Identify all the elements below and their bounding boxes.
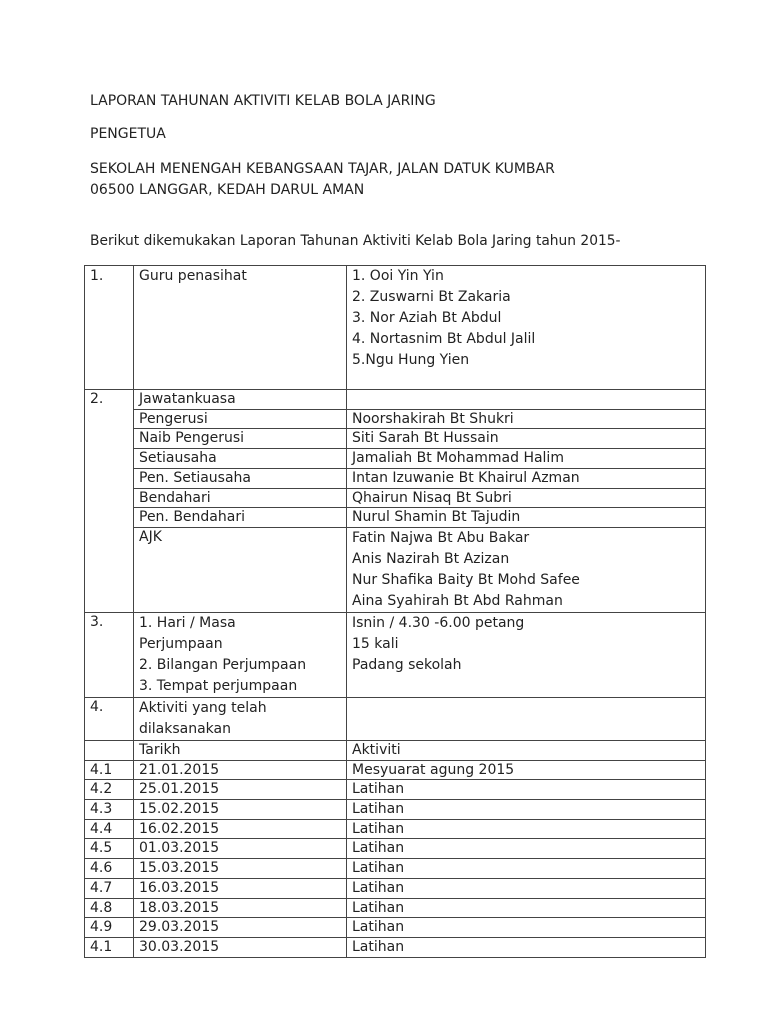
addressee: PENGETUA bbox=[90, 126, 166, 142]
activity-name: Latihan bbox=[347, 898, 706, 918]
section-label: Jawatankuasa bbox=[134, 390, 347, 410]
list-item: 5.Ngu Hung Yien bbox=[352, 352, 470, 368]
section-number: 2. bbox=[85, 390, 134, 613]
activity-name: Latihan bbox=[347, 918, 706, 938]
activity-date: 15.03.2015 bbox=[134, 859, 347, 879]
activity-date: 16.02.2015 bbox=[134, 819, 347, 839]
table-row bbox=[85, 449, 706, 469]
school-address-line-2: 06500 LANGGAR, KEDAH DARUL AMAN bbox=[90, 182, 365, 198]
activity-date: 15.02.2015 bbox=[134, 800, 347, 820]
table-row bbox=[85, 937, 706, 957]
table-row bbox=[85, 429, 706, 449]
school-address-line-1: SEKOLAH MENENGAH KEBANGSAAN TAJAR, JALAN DATUK KUMBAR bbox=[90, 161, 555, 177]
row-number: 4.1 bbox=[85, 937, 134, 957]
row-number: 4.2 bbox=[85, 780, 134, 800]
column-header-activity: Aktiviti bbox=[347, 740, 706, 760]
meeting-label: 1. Hari / Masa bbox=[139, 614, 236, 631]
activity-name: Latihan bbox=[347, 937, 706, 957]
activity-date: 21.01.2015 bbox=[134, 760, 347, 780]
list-item: 3. Nor Aziah Bt Abdul bbox=[352, 310, 502, 326]
table-row bbox=[85, 697, 706, 740]
meeting-values bbox=[347, 612, 706, 697]
committee-role: Pen. Setiausaha bbox=[134, 468, 347, 488]
table-row bbox=[85, 740, 706, 760]
table-row bbox=[85, 760, 706, 780]
section-label: Guru penasihat bbox=[134, 266, 347, 390]
table-row bbox=[85, 390, 706, 410]
row-number: 4.4 bbox=[85, 819, 134, 839]
activity-name: Latihan bbox=[347, 800, 706, 820]
activity-rows bbox=[85, 760, 706, 957]
table-row bbox=[85, 859, 706, 879]
list-item: Anis Nazirah Bt Azizan bbox=[352, 550, 510, 567]
committee-role: Bendahari bbox=[134, 488, 347, 508]
committee-role: AJK bbox=[134, 527, 347, 612]
meeting-labels bbox=[134, 612, 347, 697]
table-row bbox=[85, 409, 706, 429]
section-number: 3. bbox=[85, 612, 134, 697]
row-number: 4.9 bbox=[85, 918, 134, 938]
activity-name: Latihan bbox=[347, 878, 706, 898]
committee-name: Nurul Shamin Bt Tajudin bbox=[347, 508, 706, 528]
row-number: 4.6 bbox=[85, 859, 134, 879]
activity-name: Latihan bbox=[347, 780, 706, 800]
committee-role: Pen. Bendahari bbox=[134, 508, 347, 528]
meeting-label: Perjumpaan bbox=[139, 635, 223, 652]
section-label: Aktiviti yang telah dilaksanakan bbox=[134, 697, 347, 740]
activity-date: 25.01.2015 bbox=[134, 780, 347, 800]
table-row bbox=[85, 878, 706, 898]
meeting-value: 15 kali bbox=[352, 635, 399, 652]
section-number: 4. bbox=[85, 697, 134, 740]
committee-role: Pengerusi bbox=[134, 409, 347, 429]
committee-name: Jamaliah Bt Mohammad Halim bbox=[347, 449, 706, 469]
row-number: 4.8 bbox=[85, 898, 134, 918]
section-number: 1. bbox=[85, 266, 134, 390]
activity-date: 16.03.2015 bbox=[134, 878, 347, 898]
committee-name: Qhairun Nisaq Bt Subri bbox=[347, 488, 706, 508]
activity-date: 01.03.2015 bbox=[134, 839, 347, 859]
column-header-date: Tarikh bbox=[134, 740, 347, 760]
table-row bbox=[85, 488, 706, 508]
list-item: 4. Nortasnim Bt Abdul Jalil bbox=[352, 331, 536, 347]
report-title: LAPORAN TAHUNAN AKTIVITI KELAB BOLA JARING bbox=[90, 93, 436, 109]
table-row bbox=[85, 266, 706, 390]
committee-name: Noorshakirah Bt Shukri bbox=[347, 409, 706, 429]
activity-date: 18.03.2015 bbox=[134, 898, 347, 918]
table-row bbox=[85, 508, 706, 528]
committee-name: Siti Sarah Bt Hussain bbox=[347, 429, 706, 449]
row-number: 4.7 bbox=[85, 878, 134, 898]
table-row bbox=[85, 819, 706, 839]
activity-date: 29.03.2015 bbox=[134, 918, 347, 938]
intro-paragraph: Berikut dikemukakan Laporan Tahunan Aktiviti Kelab Bola Jaring tahun 2015- bbox=[90, 233, 621, 249]
table-row bbox=[85, 780, 706, 800]
activity-date: 30.03.2015 bbox=[134, 937, 347, 957]
table-row bbox=[85, 918, 706, 938]
activity-name: Latihan bbox=[347, 859, 706, 879]
committee-name: Intan Izuwanie Bt Khairul Azman bbox=[347, 468, 706, 488]
list-item: Nur Shafika Baity Bt Mohd Safee bbox=[352, 571, 580, 588]
list-item: 2. Zuswarni Bt Zakaria bbox=[352, 289, 511, 305]
table-row bbox=[85, 800, 706, 820]
report-table bbox=[84, 265, 706, 958]
advisor-list bbox=[347, 266, 706, 390]
meeting-value: Isnin / 4.30 -6.00 petang bbox=[352, 614, 525, 631]
activity-name: Mesyuarat agung 2015 bbox=[347, 760, 706, 780]
list-item: 1. Ooi Yin Yin bbox=[352, 268, 444, 284]
row-number: 4.1 bbox=[85, 760, 134, 780]
table-row bbox=[85, 898, 706, 918]
activity-name: Latihan bbox=[347, 839, 706, 859]
committee-role: Setiausaha bbox=[134, 449, 347, 469]
row-number: 4.3 bbox=[85, 800, 134, 820]
activity-name: Latihan bbox=[347, 819, 706, 839]
committee-role: Naib Pengerusi bbox=[134, 429, 347, 449]
table-row bbox=[85, 612, 706, 697]
table-row bbox=[85, 839, 706, 859]
table-row bbox=[85, 527, 706, 612]
meeting-label: 3. Tempat perjumpaan bbox=[139, 677, 298, 694]
meeting-value: Padang sekolah bbox=[352, 656, 462, 673]
list-item: Fatin Najwa Bt Abu Bakar bbox=[352, 529, 530, 546]
row-number: 4.5 bbox=[85, 839, 134, 859]
ajk-member-list bbox=[347, 527, 706, 612]
list-item: Aina Syahirah Bt Abd Rahman bbox=[352, 592, 563, 609]
table-row bbox=[85, 468, 706, 488]
meeting-label: 2. Bilangan Perjumpaan bbox=[139, 656, 307, 673]
